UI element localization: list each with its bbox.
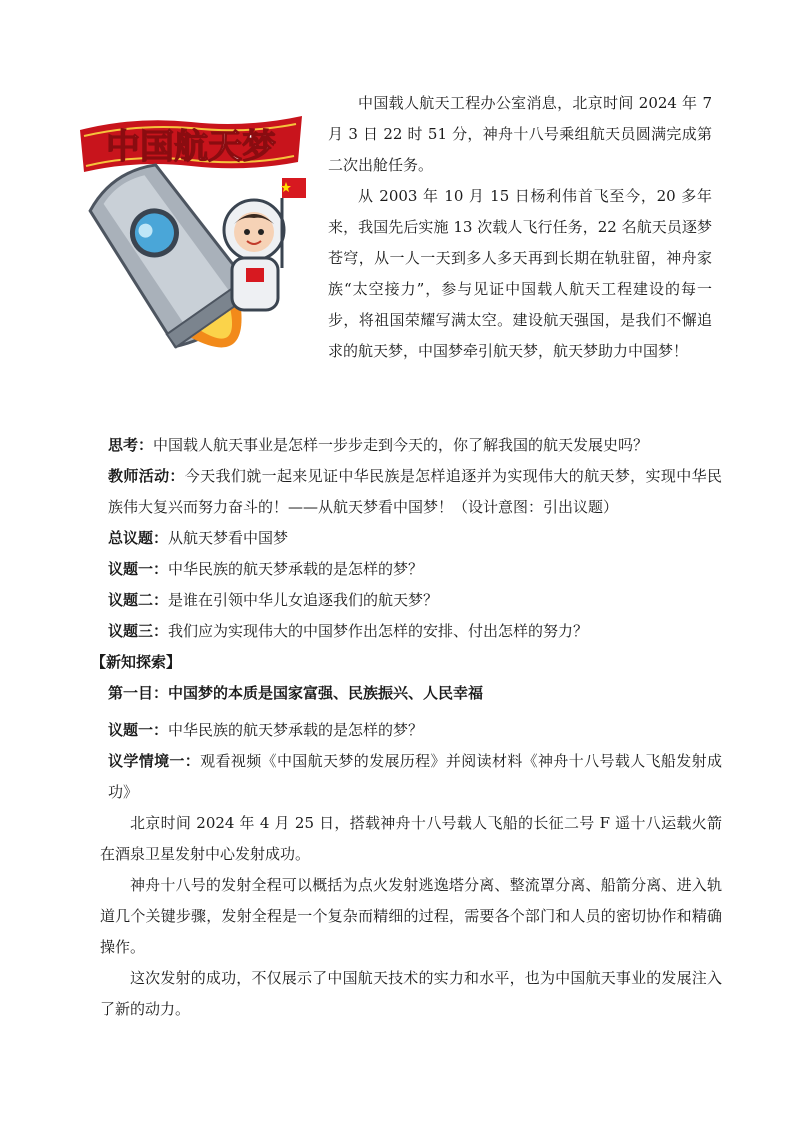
total-topic xyxy=(108,523,722,554)
flag-icon xyxy=(281,178,306,268)
total-topic-text: 从航天梦看中国梦 xyxy=(168,529,289,547)
intro-paragraph-1: 中国载人航天工程办公室消息，北京时间 2024 年 7 月 3 日 22 时 51 分，神舟十八号乘组航天员圆满完成第二次出舱任务。 xyxy=(328,94,712,174)
material-paragraph-1: 北京时间 2024 年 4 月 25 日，搭载神舟十八号载人飞船的长征二号 F 遥十八运载火箭在酒泉卫星发射中心发射成功。 xyxy=(100,814,722,863)
topic-2-text: 是谁在引领中华儿女追逐我们的航天梦？ xyxy=(168,591,439,609)
intro-paragraph-2: 从 2003 年 10 月 15 日杨利伟首飞至今，20 多年来，我国先后实施 13 次载人飞行任务，22 名航天员逐梦苍穹，从一人一天到多人多天再到长期在轨驻留，神舟家族“太空接力”，参与见证中国载人航天工程建设的每一步，将祖国荣耀写满太空。建设航天强国，是我们不懈追求的航天梦，中国梦牵引航天梦，航天梦助力中国梦！ xyxy=(328,187,712,360)
think-text: 中国载人航天事业是怎样一步步走到今天的，你了解我国的航天发展史吗？ xyxy=(153,436,649,454)
topic-2 xyxy=(108,585,722,616)
section-heading: 【新知探索】 xyxy=(91,653,182,671)
section-topic-label: 议题一： xyxy=(108,721,169,739)
space-dream-illustration xyxy=(76,108,306,358)
banner-title: 中国航天梦 xyxy=(106,127,276,167)
topic-1-label: 议题一： xyxy=(108,560,169,578)
teacher-label: 教师活动： xyxy=(108,467,185,485)
topic-1 xyxy=(108,554,722,585)
intro-text xyxy=(328,88,712,367)
section-topic-text: 中华民族的航天梦承载的是怎样的梦？ xyxy=(168,721,424,739)
scenario-label: 议学情境一： xyxy=(108,752,201,770)
topic-2-label: 议题二： xyxy=(108,591,169,609)
astronaut-icon xyxy=(224,200,284,310)
scenario-text: 观看视频《中国航天梦的发展历程》并阅读材料《神舟十八号载人飞船发射成功》 xyxy=(108,752,722,801)
topic-3-text: 我们应为实现伟大的中国梦作出怎样的安排、付出怎样的努力？ xyxy=(168,622,589,640)
think-label: 思考： xyxy=(108,436,154,454)
topic-1-text: 中华民族的航天梦承载的是怎样的梦？ xyxy=(168,560,424,578)
learning-scenario xyxy=(108,746,722,808)
topic-3 xyxy=(108,616,722,647)
material-paragraph-3: 这次发射的成功，不仅展示了中国航天技术的实力和水平，也为中国航天事业的发展注入了新的动力。 xyxy=(100,969,722,1018)
total-topic-label: 总议题： xyxy=(108,529,169,547)
teacher-text: 今天我们就一起来见证中华民族是怎样追逐并为实现伟大的航天梦，实现中华民族伟大复兴而努力奋斗的！——从航天梦看中国梦！（设计意图：引出议题） xyxy=(108,467,722,516)
lesson-body xyxy=(91,430,722,1025)
teacher-activity xyxy=(108,461,722,523)
section-topic-1 xyxy=(108,715,722,746)
section-item-1: 第一目：中国梦的本质是国家富强、民族振兴、人民幸福 xyxy=(108,684,484,702)
material-paragraph-2: 神舟十八号的发射全程可以概括为点火发射逃逸塔分离、整流罩分离、船箭分离、进入轨道几个关键步骤，发射全程是一个复杂而精细的过程，需要各个部门和人员的密切协作和精确操作。 xyxy=(100,876,722,956)
topic-3-label: 议题三： xyxy=(108,622,169,640)
think-line xyxy=(108,430,722,461)
